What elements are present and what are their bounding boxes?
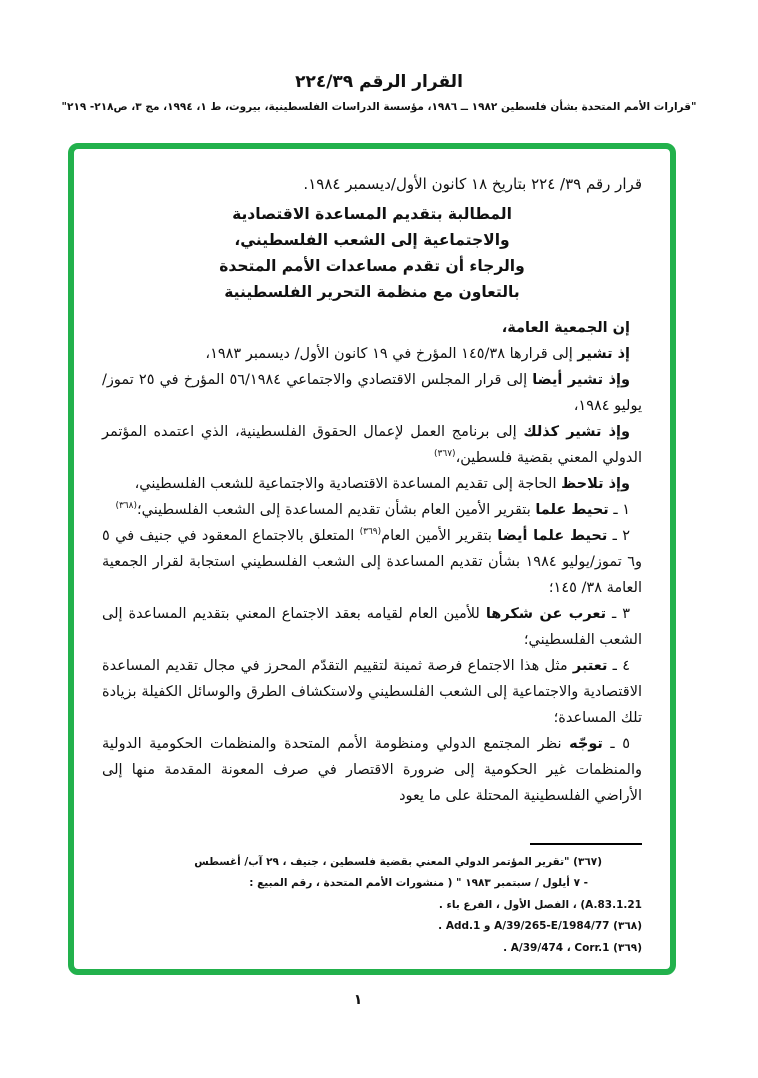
- resolution-title-line: المطالبة بتقديم المساعدة الاقتصادية: [232, 205, 512, 223]
- page-footer: [0, 992, 716, 1008]
- page-number: ١: [353, 992, 363, 1008]
- footnote-line: (٣٦٨) A/39/265-E/1984/77 و Add.1 .: [438, 920, 642, 932]
- paragraph-text: تعرب عن شكرها: [485, 606, 607, 622]
- paragraph-text: إلى برنامج العمل لإعمال الحقوق الفلسطينية، الذي اعتمده المؤتمر الدولي المعني بقضية فلسطين،: [102, 424, 642, 466]
- paragraph-text: مثل هذا الاجتماع فرصة ثمينة لتقييم التقدّم المحرز في مجال تقديم المساعدة الاقتصادية والاجتماعية إلى الشعب الفلسطيني ولاستكشاف الطرق والوسائل الكفيلة بزيادة تلك المساعدة؛: [102, 658, 642, 726]
- source-citation: "قرارات الأمم المتحدة بشأن فلسطين ١٩٨٢ ــ ١٩٨٦، مؤسسة الدراسات الفلسطينية، بيروت، ط ١، ١٩٩٤، مج ٣، ص٢١٨- ٢١٩": [61, 101, 697, 113]
- paragraph-text: بتقرير الأمين العام بشأن تقديم المساعدة إلى الشعب الفلسطيني؛: [137, 502, 536, 518]
- footnote-separator: [530, 843, 642, 845]
- paragraph-text: للأمين العام لقيامه بعقد الاجتماع المعني بتقديم المساعدة إلى الشعب الفلسطيني؛: [102, 606, 642, 648]
- resolution-box: [68, 143, 676, 975]
- footnote-line: (٣٦٩) A/39/474 ، Corr.1 .: [503, 941, 642, 954]
- resolution-paragraph: [102, 601, 642, 653]
- paragraph-text: ٤ ـ: [607, 658, 630, 674]
- resolution-paragraph: [102, 341, 642, 367]
- resolution-paragraph: [102, 653, 642, 731]
- resolution-paragraph: [102, 523, 642, 601]
- resolution-paragraph: [102, 471, 642, 497]
- resolution-title-line: بالتعاون مع منظمة التحرير الفلسطينية: [224, 283, 520, 301]
- resolution-heading: قرار رقم ٣٩/ ٢٢٤ بتاريخ ١٨ كانون الأول/ديسمبر ١٩٨٤.: [303, 175, 642, 193]
- resolution-title-line: والاجتماعية إلى الشعب الفلسطيني،: [234, 231, 510, 249]
- paragraph-text: الحاجة إلى تقديم المساعدة الاقتصادية والاجتماعية للشعب الفلسطيني،: [134, 476, 562, 492]
- footnote-line: (٣٦٧) "تقرير المؤتمر الدولي المعني بقضية فلسطين ، جنيف ، ٢٩ آب/ أغسطس: [194, 855, 602, 868]
- paragraph-text: وإذ تلاحظ: [561, 476, 630, 492]
- footnote-reference: (٣٦٧): [434, 449, 456, 460]
- paragraph-text: ٢ ـ: [607, 528, 631, 544]
- paragraph-text: تعتبر: [572, 658, 608, 674]
- footnote-reference: (٣٦٨): [115, 501, 137, 512]
- paragraph-text: تحيط علما: [535, 502, 609, 518]
- resolution-paragraph: [102, 419, 642, 471]
- paragraph-text: بتقرير الأمين العام: [381, 528, 498, 544]
- footnotes-section: [102, 843, 642, 960]
- footnote-line: A.83.1.21) ، الفصل الأول ، الفرع باء .: [438, 898, 642, 911]
- resolution-paragraph: [102, 367, 642, 419]
- paragraph-text: وإذ تشير كذلك: [523, 424, 630, 440]
- resolution-paragraph: [102, 315, 642, 341]
- paragraph-text: ٣ ـ: [606, 606, 631, 622]
- resolution-paragraph: [102, 497, 642, 523]
- paragraph-text: إلى قرار المجلس الاقتصادي والاجتماعي ٥٦/١٩٨٤ المؤرخ في ٢٥ تموز/يوليو ١٩٨٤،: [102, 372, 642, 414]
- footnote-line: - ٧ أيلول / سبتمبر ١٩٨٣ " ( منشورات الأمم المتحدة ، رقم المبيع :: [249, 877, 588, 889]
- paragraph-text: وإذ تشير أيضا: [532, 372, 630, 388]
- resolution-body: [102, 315, 642, 809]
- paragraph-text: ١ ـ: [608, 502, 630, 518]
- paragraph-text: تحيط علما أيضا: [497, 528, 608, 544]
- paragraph-text: إذ تشير: [577, 346, 630, 362]
- resolution-paragraph: [102, 731, 642, 809]
- document-title: القرار الرقم ٢٢٤/٣٩: [295, 72, 463, 92]
- paragraph-text: إلى قرارها ١٤٥/٣٨ المؤرخ في ١٩ كانون الأول/ ديسمبر ١٩٨٣،: [205, 346, 578, 362]
- footnote-reference: (٣٦٩): [359, 527, 382, 538]
- paragraph-text: المتعلق بالاجتماع المعقود في جنيف في ٥ و٦ تموز/يوليو ١٩٨٤ بشأن تقديم المساعدة إلى الشعب الفلسطيني استجابة لقرار الجمعية العامة ٣٨/ ١٤٥؛: [102, 528, 643, 596]
- resolution-title-line: والرجاء أن تقدم مساعدات الأمم المتحدة: [219, 257, 525, 275]
- paragraph-text: ٥ ـ: [602, 736, 631, 752]
- paragraph-text: إن الجمعية العامة،: [501, 320, 630, 336]
- paragraph-text: توجّه: [569, 736, 603, 752]
- paragraph-text: نظر المجتمع الدولي ومنظومة الأمم المتحدة والمنظمات الحكومية الدولية والمنظمات غير الحكومية إلى ضرورة الاقتصار في صرف المعونة المقدمة منها إلى الأراضي الفلسطينية المحتلة على ما يعود: [102, 736, 642, 804]
- page-header: [0, 72, 758, 113]
- resolution-title-block: [102, 201, 642, 305]
